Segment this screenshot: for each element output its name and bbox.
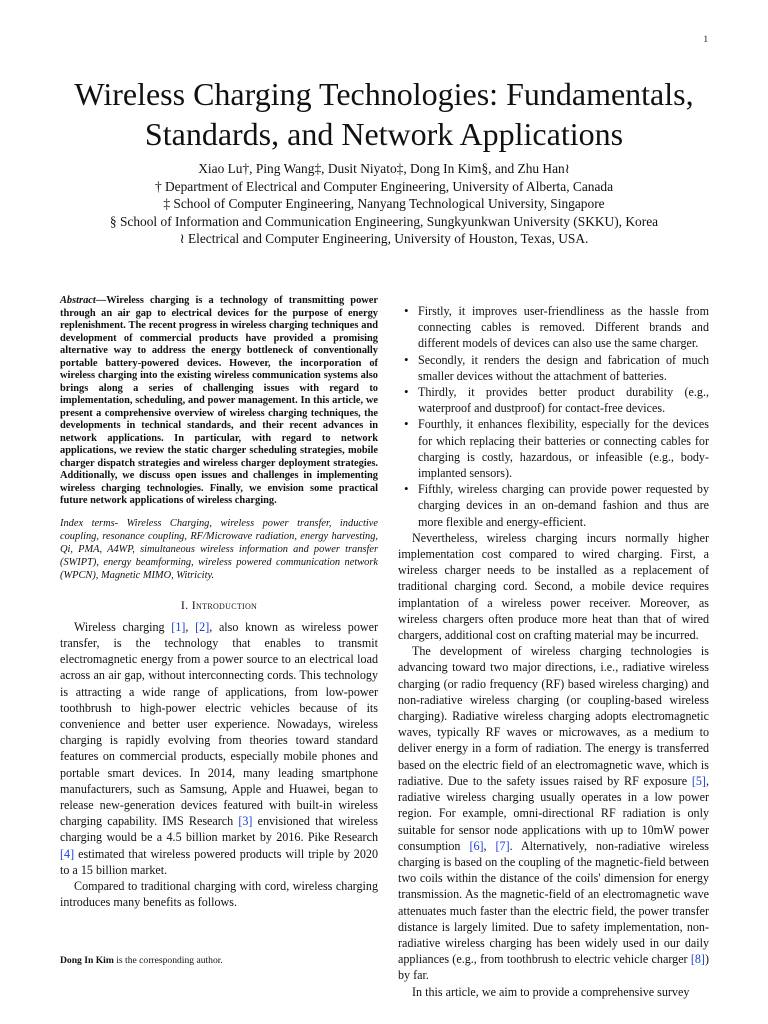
section-number: I. — [180, 597, 189, 612]
abstract-label: Abstract — [60, 295, 96, 306]
citation-link[interactable]: [5] — [691, 773, 706, 788]
citation-link[interactable]: [1] — [171, 619, 186, 634]
footnote — [60, 955, 378, 966]
list-item: • Fifthly, wireless charging can provide power requested by charging devices in an on-demand fashion and thus are more flexible and energy-efficient. — [404, 481, 709, 529]
list-item: • Secondly, it renders the design and fabrication of much smaller devices without the attachment of batteries. — [404, 351, 709, 383]
bullet-icon: • — [404, 351, 409, 367]
benefits-list — [398, 303, 709, 530]
bullet-icon: • — [404, 303, 409, 318]
intro-paragraph-1: Wireless charging [1], [2], also known as wireless power transfer, is the technology that enables to transmit electromagnetic energy from a power source to an electrical load across an air gap, without interconnecting cords. This technology is attracting a wide range of applications, from low-power toothbrush to high-power electric vehicles because of its convenience and better user experience. Nowadays, wireless charging is rapidly evolving from theories toward standard features on commercial products, especially mobile phones and portable smart devices. In 2014, many leading smartphone manufacturers, such as Samsung, Apple and Huawei, began to release new-generation devices featured with built-in wireless charging capability. IMS Research [3] envisioned that wireless charging would be a 4.5 billion market by 2016. Pike Research [4] estimated that wireless powered products will triple by 2020 to a 15 billion market. — [60, 619, 379, 877]
right-paragraph-1: Nevertheless, wireless charging incurs normally higher implementation cost compared to wired charging. First, a wireless charger needs to be installed as a replacement of traditional charging cord. Second, a mobile device requires implantation of a wireless power receiver. Moreover, as wireless chargers often produce more heat than that of wired chargers, additional cost on crafting material may be incurred. — [398, 530, 709, 643]
citation-link[interactable]: [8] — [690, 952, 705, 967]
citation-link[interactable]: [7] — [495, 838, 510, 853]
title-line-1: Wireless Charging Technologies: Fundamentals, — [74, 76, 694, 112]
section-heading-introduction — [60, 597, 378, 613]
affiliation-ntu: ‡ School of Computer Engineering, Nanyang Technological University, Singapore — [163, 196, 605, 211]
bullet-icon: • — [404, 416, 409, 432]
left-column — [60, 295, 378, 910]
affiliation-skku: § School of Information and Communication Engineering, Sungkyunkwan University (SKKU), Korea — [109, 213, 659, 229]
footnote-text: is the corresponding author. — [113, 955, 223, 966]
right-column — [398, 303, 709, 1000]
author-list: Xiao Lu†, Ping Wang‡, Dusit Niyato‡, Dong In Kim§, and Zhu Han≀ — [198, 161, 570, 176]
author-block — [40, 160, 728, 248]
paper-title — [40, 74, 728, 154]
list-item: • Firstly, it improves user-friendliness as the hassle from connecting cables is removed. Different brands and different models of devices can also use the same charger. — [404, 303, 709, 351]
index-terms: Index terms- Wireless Charging, wireless power transfer, inductive coupling, resonance coupling, RF/Microwave radiation, energy harvesting, Qi, PMA, A4WP, simultaneous wireless information and power transfer (SWIPT), energy beamforming, wireless powered communication network (WPCN), Magnetic MIMO, Witricity. — [60, 517, 378, 582]
affiliation-houston: ≀ Electrical and Computer Engineering, University of Houston, Texas, USA. — [179, 231, 589, 246]
intro-paragraph-2: Compared to traditional charging with cord, wireless charging introduces many benefits as follows. — [60, 878, 378, 910]
title-line-2: Standards, and Network Applications — [144, 116, 624, 152]
list-item: • Fourthly, it enhances flexibility, especially for the devices for which replacing their batteries or connecting cables for charging is costly, hazardous, or infeasible (e.g., body-implanted sensors). — [404, 416, 709, 481]
right-paragraph-2: The development of wireless charging technologies is advancing toward two major directions, i.e., radiative wireless charging (or radio frequency (RF) based wireless charging) and non-radiative wireless charging (or coupling-based wireless charging). Radiative wireless charging adopts electromagnetic waves, typically RF waves or microwaves, as a medium to deliver energy in a form of radiation. The energy is transferred based on the electric field of an electromagnetic wave, which is radiative. Due to the safety issues raised by RF exposure [5], radiative wireless charging usually operates in a low power region. For example, omni-directional RF radiation is only suitable for sensor node applications with up to 10mW power consumption [6], [7]. Alternatively, non-radiative wireless charging is based on the coupling of the magnetic-field between two coils within the distance of the coils' dimension for energy transmission. As the magnetic-field of an electromagnetic wave attenuates much faster than the electric field, the power transfer distance is largely limited. Due to safety implementation, non-radiative wireless charging has been widely used in our daily appliances (e.g., from toothbrush to electric vehicle charger [8]) by far. — [398, 644, 709, 983]
citation-link[interactable]: [6] — [469, 838, 484, 853]
list-item: • Thirdly, it provides better product durability (e.g., waterproof and dustproof) for contact-free devices. — [404, 384, 709, 416]
section-title: Introduction — [191, 597, 258, 612]
footnote-name: Dong In Kim — [60, 955, 114, 966]
affiliation-alberta: † Department of Electrical and Computer Engineering, University of Alberta, Canada — [154, 178, 614, 194]
abstract — [60, 295, 378, 508]
citation-link[interactable]: [4] — [60, 846, 75, 861]
bullet-icon: • — [404, 384, 409, 400]
page-number: 1 — [703, 34, 708, 44]
bullet-icon: • — [404, 481, 409, 497]
citation-link[interactable]: [3] — [238, 814, 253, 829]
right-paragraph-3: In this article, we aim to provide a comprehensive survey — [412, 984, 690, 999]
citation-link[interactable]: [2] — [195, 619, 210, 634]
abstract-text: —Wireless charging is a technology of transmitting power through an air gap to electrical devices for the purpose of energy replenishment. The recent progress in wireless charging techniques and development of commercial products have provided a promising alternative way to address the energy bottleneck of conventionally portable battery-powered devices. However, the incorporation of wireless charging into the existing wireless communication systems also brings along a series of challenging issues with regard to implementation, scheduling, and power management. In this article, we present a comprehensive overview of wireless charging techniques, the developments in technical standards, and their recent advances in network applications. In particular, with regard to network applications, we review the static charger scheduling strategies, mobile charger dispatch strategies and wireless charger deployment strategies. Additionally, we discuss open issues and challenges in implementing wireless charging technologies. Finally, we envision some practical future network applications of wireless charging. — [60, 295, 378, 506]
